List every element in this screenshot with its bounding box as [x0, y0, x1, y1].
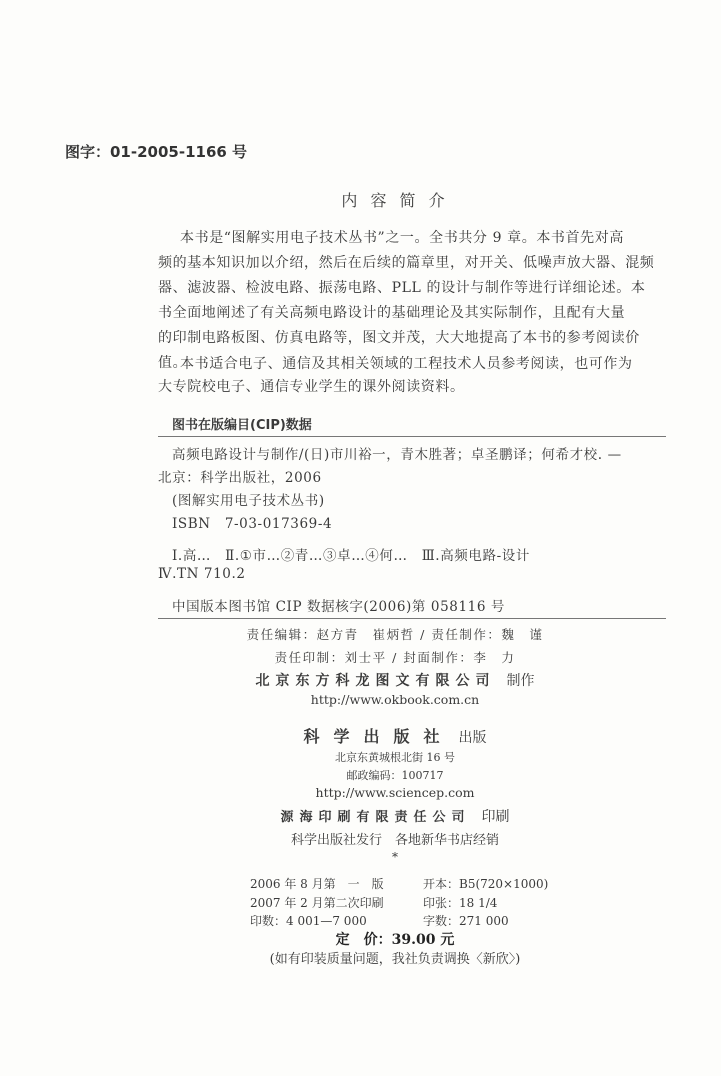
separator-asterisk: *: [392, 850, 398, 864]
postcode: 邮政编码：100717: [346, 769, 444, 782]
printing-credits: 责任印制：刘士平 / 封面制作：李 力: [274, 650, 516, 665]
word-count: 字数：271 000: [423, 914, 509, 928]
summary-title: 内 容 简 介: [341, 191, 449, 210]
cip-heading: 图书在版编目(CIP)数据: [172, 418, 312, 433]
cip-isbn: ISBN 7-03-017369-4: [172, 516, 333, 532]
producer-name: 北京东方科龙图文有限公司: [255, 673, 496, 689]
summary-line: 书全面地阐述了有关高频电路设计的基础理论及其实际制作，且配有大量: [158, 305, 626, 321]
cip-line: Ⅳ.TN 710.2: [158, 566, 246, 582]
cip-approval: 中国版本图书馆 CIP 数据核字(2006)第 058116 号: [172, 599, 506, 615]
summary-line: 频的基本知识加以介绍，然后在后续的篇章里，对开关、低噪声放大器、混频: [158, 255, 655, 271]
sheets: 印张：18 1/4: [423, 896, 498, 910]
summary-line: 的印制电路板图、仿真电路等，图文并茂，大大地提高了本书的参考阅读价: [158, 330, 640, 346]
publisher-logo-text: 科学出版社: [303, 727, 454, 746]
summary-line: 本书是“图解实用电子技术丛书”之一。全书共分 9 章。本书首先对高: [180, 230, 624, 246]
editors: 责任编辑：赵方青 崔炳哲 / 责任制作：魏 谨: [246, 627, 544, 642]
cip-line: 北京：科学出版社，2006: [158, 470, 322, 486]
distribution: 科学出版社发行 各地新华书店经销: [290, 833, 499, 848]
printer-name: 源海印刷有限责任公司: [280, 810, 471, 825]
summary-line: 本书适合电子、通信及其相关领域的工程技术人员参考阅读，也可作为: [180, 356, 633, 372]
cip-bottom-rule: [158, 618, 666, 619]
cip-line: 高频电路设计与制作/(日)市川裕一，青木胜著；卓圣鹏译；何希才校. —: [172, 447, 622, 463]
cip-top-rule: [158, 436, 666, 437]
quality-notice: (如有印装质量问题，我社负责调换〈新欣〉): [269, 952, 521, 967]
publisher: 科学出版社 出版: [303, 727, 487, 746]
summary-line: 器、滤波器、检波电路、振荡电路、PLL 的设计与制作等进行详细论述。本: [158, 280, 646, 296]
price: 定 价：39.00 元: [335, 932, 455, 948]
cip-line: (图解实用电子技术丛书): [172, 493, 325, 509]
format: 开本：B5(720×1000): [423, 877, 549, 891]
summary-line: 值。: [158, 355, 188, 371]
publisher-url: http://www.sciencep.com: [315, 785, 475, 800]
summary-line: 大专院校电子、通信专业学生的课外阅读资料。: [158, 379, 465, 395]
publisher-address: 北京东黄城根北街 16 号: [335, 751, 455, 764]
printer: 源海印刷有限责任公司 印刷: [280, 809, 510, 825]
producer-url: http://www.okbook.com.cn: [310, 692, 480, 707]
producer: 北京东方科龙图文有限公司 制作: [255, 673, 535, 689]
edition-line: 2006 年 8 月第 一 版: [250, 877, 384, 891]
cip-line: Ⅰ.高… Ⅱ.①市…②青…③卓…④何… Ⅲ.高频电路-设计: [172, 548, 530, 564]
copyright-registration: 图字：01-2005-1166 号: [65, 143, 248, 161]
printing-line: 2007 年 2 月第二次印刷: [250, 896, 384, 910]
print-run: 印数：4 001—7 000: [250, 914, 367, 928]
